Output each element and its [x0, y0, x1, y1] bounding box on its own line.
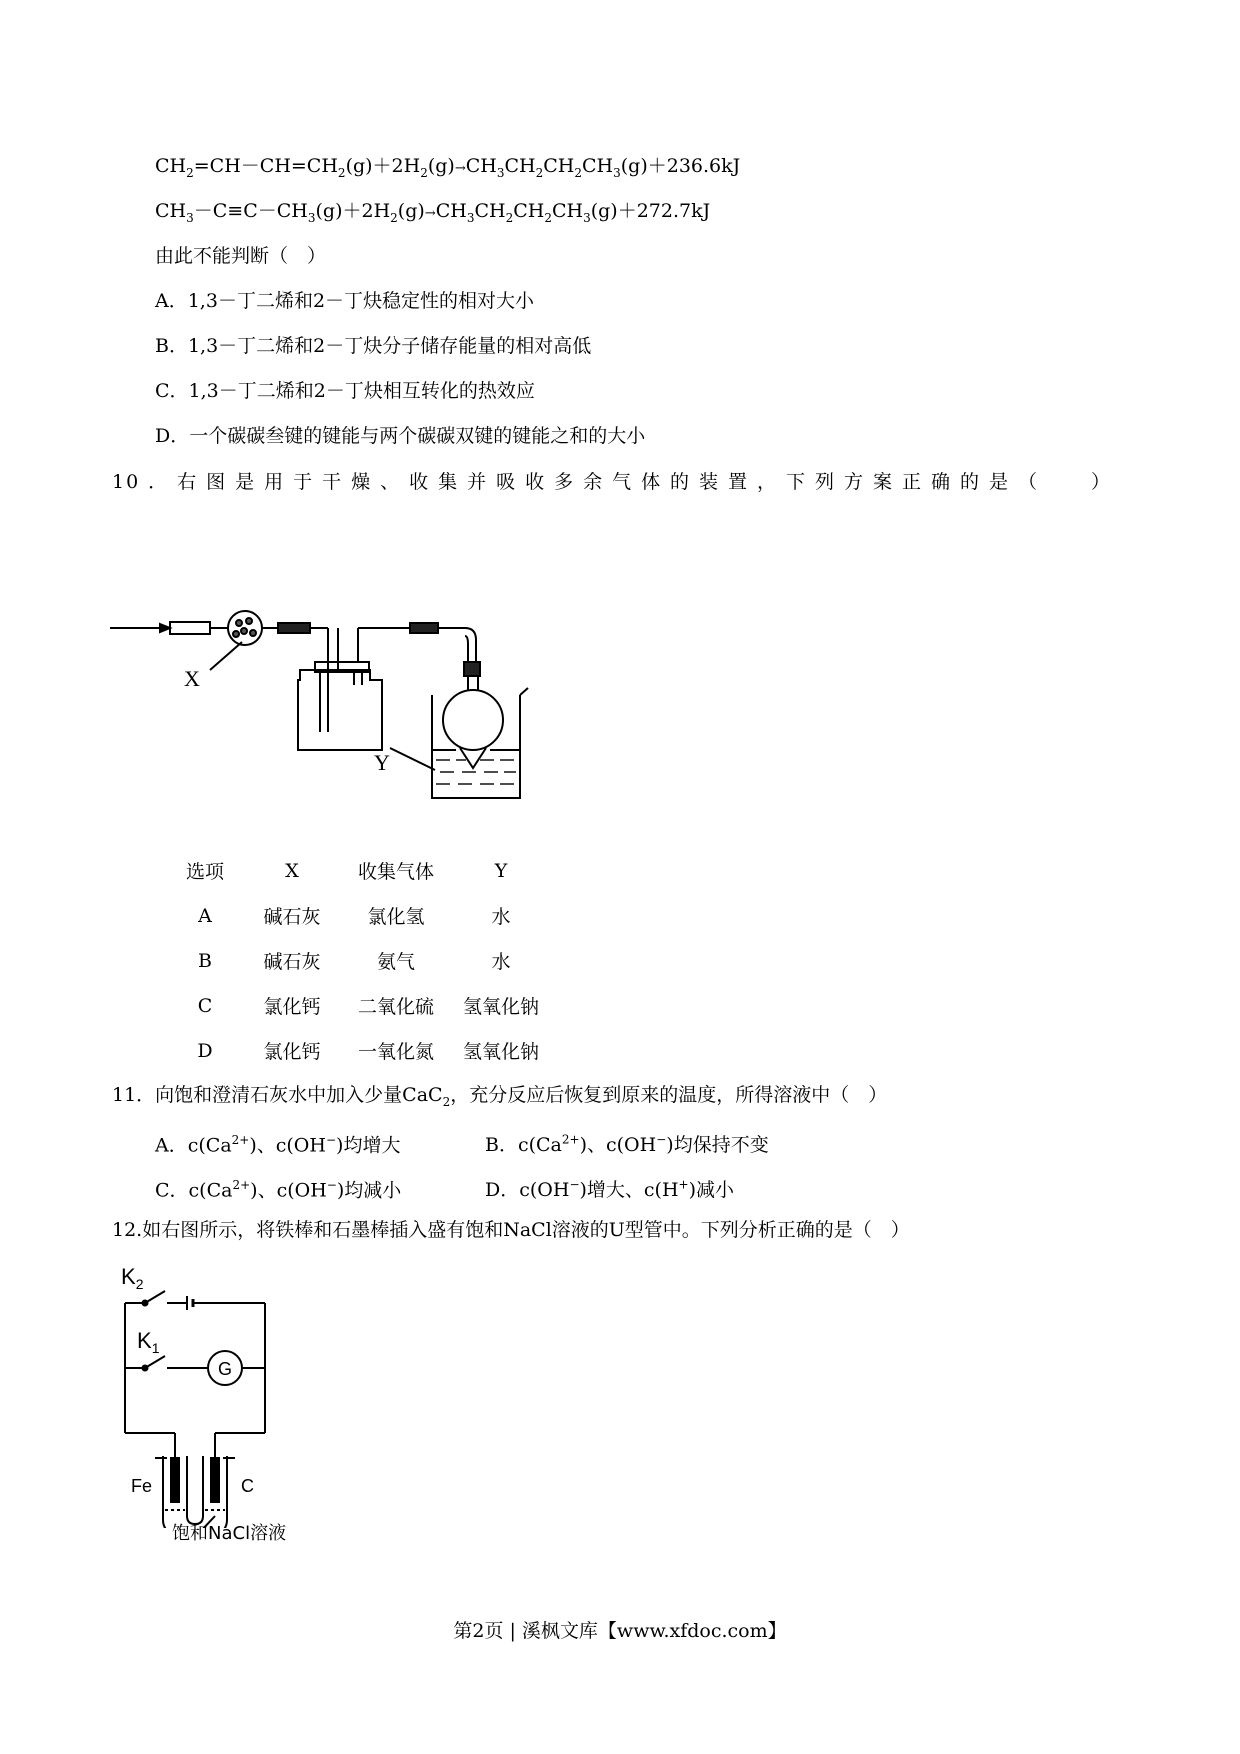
q9-option-d: D．一个碳碳叁键的键能与两个碳碳双键的键能之和的大小 [155, 425, 646, 447]
label-y: Y [374, 750, 390, 775]
label-g: G [218, 1359, 233, 1379]
header-y: Y [494, 859, 508, 882]
table-row [172, 1028, 556, 1073]
q9-option-b: B．1,3－丁二烯和2－丁炔分子储存能量的相对高低 [155, 335, 592, 357]
cell: C [197, 994, 213, 1017]
label-x: X [184, 666, 200, 691]
label-c: C [241, 1476, 254, 1496]
label-k1: $K_1$ [137, 1328, 160, 1356]
page-footer: 第2页 | 溪枫文库【www.xfdoc.com】 [453, 1620, 787, 1642]
cell: A [198, 904, 212, 927]
equation-butadiene: $CH_2=CH-CH=CH_2(g)+2H_2(g)\to CH_3CH_2CH_2CH_3(g)+236.6kJ$ [155, 155, 741, 180]
q12-stem: 12.如右图所示，将铁棒和石墨棒插入盛有饱和NaCl溶液的U型管中。下列分析正确的是（ ） [112, 1219, 910, 1241]
cell: D [197, 1039, 213, 1062]
q9-option-c: C．1,3－丁二烯和2－丁炔相互转化的热效应 [155, 380, 535, 402]
q11-option-c: C．$c(Ca^{2+})$、c(OH−)均减小 [155, 1178, 402, 1202]
cell: 氯化钙 [263, 996, 321, 1018]
q10-stem: 10．右图是用于干燥、收集并吸收多余气体的装置，下列方案正确的是（ ） [112, 471, 1112, 493]
cell: 氢氧化钠 [462, 1041, 539, 1063]
q11-stem: 11．向饱和澄清石灰水中加入少量CaC$_2$，充分反应后恢复到原来的温度，所得溶液中（ ） [112, 1084, 888, 1109]
q11-option-d: D．c(OH−)增大、c(H+)减小 [485, 1178, 735, 1202]
q11-option-b: B．$c(Ca^{2+})$、c(OH−)均保持不变 [485, 1133, 769, 1157]
header-gas: 收集气体 [357, 861, 434, 883]
q9-stem: 由此不能判断（ ） [155, 245, 327, 267]
cell: 氯化氢 [367, 906, 425, 928]
cell: B [198, 949, 212, 972]
q11-option-a: A．$c(Ca^{2+})$、c(OH−)均增大 [155, 1133, 401, 1157]
label-k2: $K_2$ [121, 1264, 144, 1292]
table-row [172, 983, 556, 1028]
label-fe: Fe [131, 1476, 153, 1496]
table-header-row [172, 848, 556, 893]
equation-butyne: $CH_3-C\equiv C-CH_3(g)+2H_2(g)\to CH_3CH_2CH_2CH_3(g)+272.7kJ$ [155, 200, 711, 225]
q10-options-table [172, 848, 556, 1073]
q11-options-cd [155, 1173, 734, 1202]
header-x: X [285, 859, 299, 882]
label-nacl-solution: 饱和NaCl溶液 [172, 1523, 287, 1544]
q9-option-a: A．1,3－丁二烯和2－丁炔稳定性的相对大小 [155, 290, 535, 312]
cell: 水 [491, 906, 511, 928]
cell: 氯化钙 [263, 1041, 321, 1063]
gas-apparatus-figure [110, 600, 650, 840]
header-option: 选项 [185, 861, 224, 883]
table-row [172, 893, 556, 938]
q11-options-ab [155, 1128, 769, 1157]
cell: 二氧化硫 [357, 996, 434, 1018]
table-row [172, 938, 556, 983]
cell: 氢氧化钠 [462, 996, 539, 1018]
cell: 水 [491, 951, 511, 973]
cell: 碱石灰 [263, 951, 321, 973]
cell: 氨气 [376, 951, 415, 973]
cell: 一氧化氮 [357, 1041, 434, 1063]
cell: 碱石灰 [263, 906, 321, 928]
electrolysis-u-tube-figure [115, 1258, 355, 1528]
